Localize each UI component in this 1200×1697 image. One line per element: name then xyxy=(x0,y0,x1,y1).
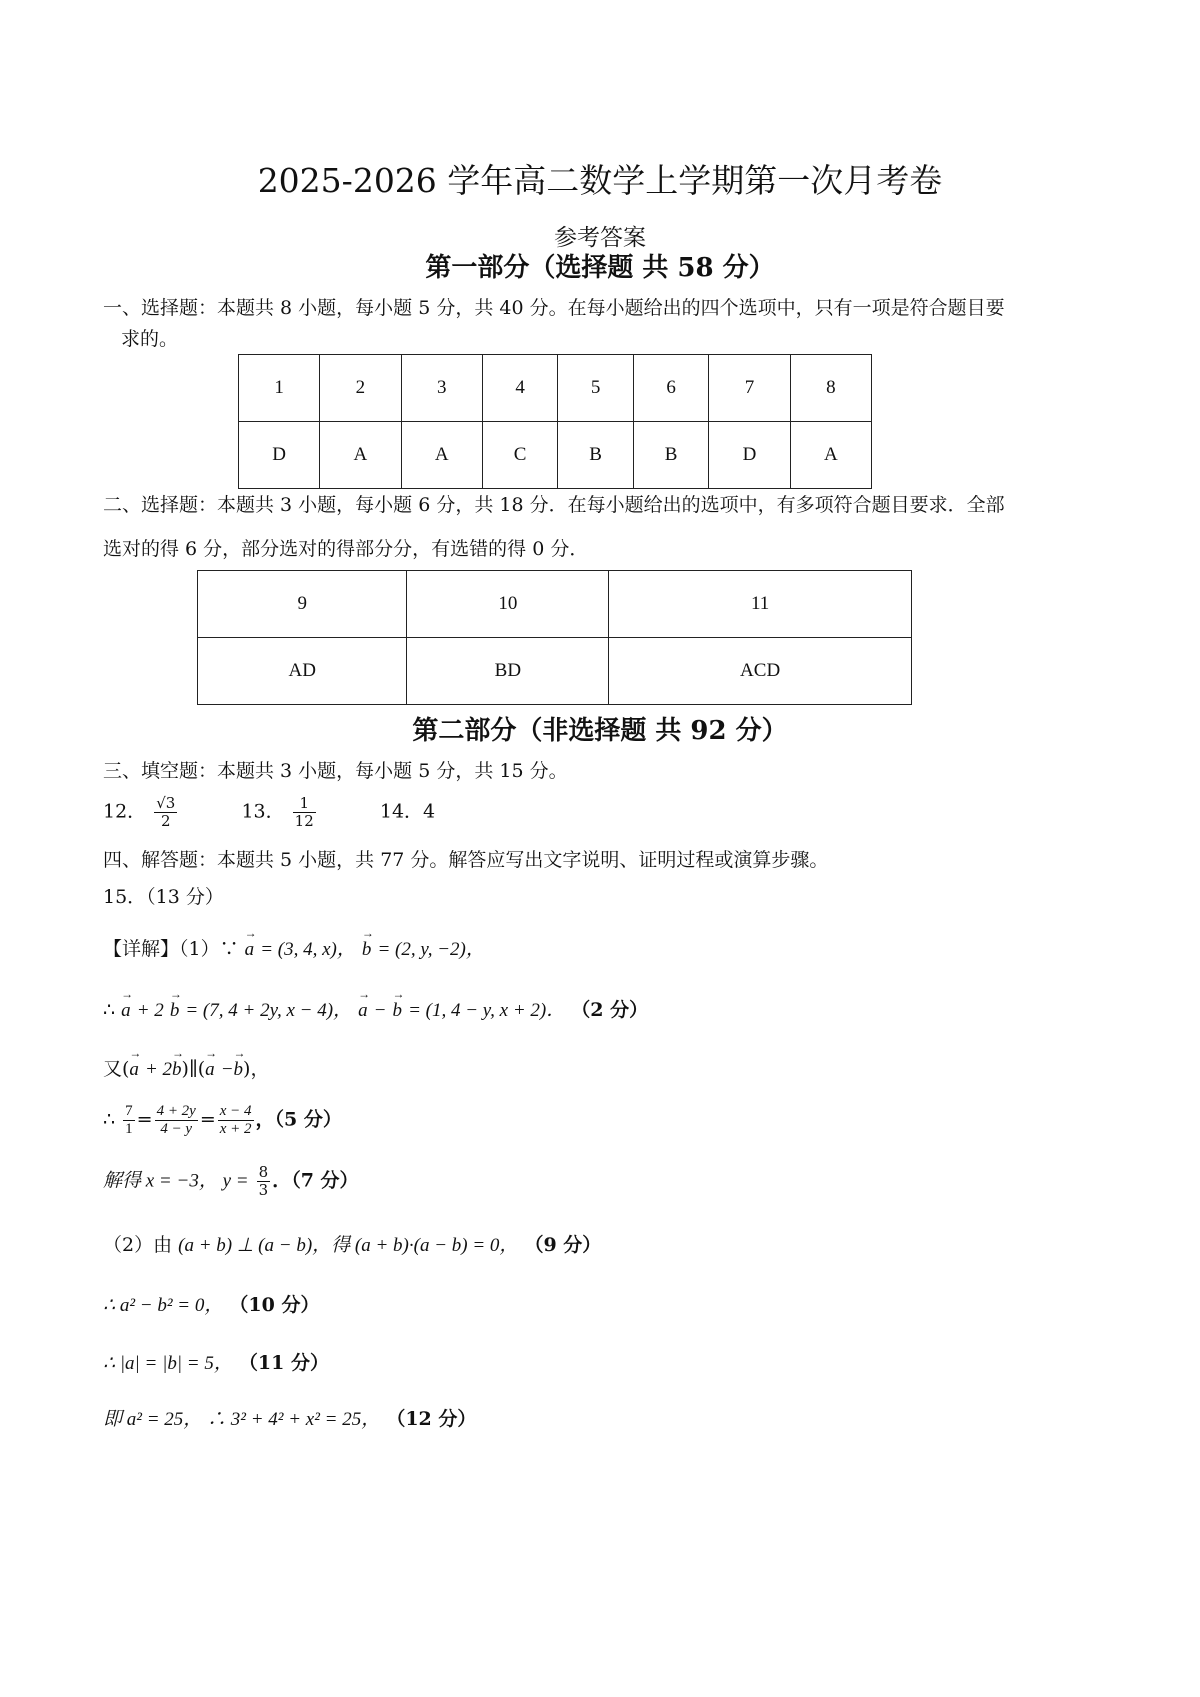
section2-instructions-line1: 二、选择题：本题共 3 小题，每小题 6 分，共 18 分．在每小题给出的选项中，有多项符合题目要求．全部 xyxy=(103,494,1005,516)
vector-a: → a xyxy=(245,939,255,961)
fraction: $\frac{8}{3}$ xyxy=(258,1163,269,1199)
table-cell: 3 xyxy=(401,355,482,422)
table-cell: A xyxy=(401,422,482,489)
q15-heading: 15．（13 分） xyxy=(103,886,224,908)
table-cell: 1 xyxy=(239,355,320,422)
table-cell: 4 xyxy=(482,355,558,422)
solution-step-9: 即 a² = 25， ∴ 3² + 4² + x² = 25， （12 分） xyxy=(103,1408,477,1430)
solution-step-2: ∴ → a + 2 → b = (7, 4 + 2y, x − 4)， → a − → b = (1, 4 − y, x + 2)． （2 分） xyxy=(103,995,648,1022)
answer-table-single-choice xyxy=(238,354,872,489)
solution-step-8: ∴ |a| = |b| = 5， （11 分） xyxy=(103,1352,329,1374)
table-cell: D xyxy=(239,422,320,489)
section3-instructions: 三、填空题：本题共 3 小题，每小题 5 分，共 15 分。 xyxy=(103,760,568,782)
q14-answer: 14．4 xyxy=(379,800,436,823)
table-cell: 11 xyxy=(609,571,912,638)
part2-heading: 第二部分（非选择题 共 92 分） xyxy=(412,716,788,746)
q12-label: 12． xyxy=(103,800,147,823)
points-label: ，（5 分） xyxy=(255,1108,342,1131)
points-label: （2 分） xyxy=(571,999,649,1021)
table-row-answers xyxy=(198,638,912,705)
fraction: $\frac{x - 4}{x + 2}$ xyxy=(219,1103,252,1137)
solution-step-7: ∴ a² − b² = 0， （10 分） xyxy=(103,1294,320,1316)
q12-fraction: $\frac{√3}{2}$ xyxy=(156,794,176,830)
points-label: （10 分） xyxy=(229,1294,320,1316)
q13-label: 13． xyxy=(241,800,285,823)
section2-instructions-line2: 选对的得 6 分，部分选对的得部分分，有选错的得 0 分． xyxy=(103,538,589,560)
solution-step-6: （2）由 (a + b) ⊥ (a − b)，得 (a + b)·(a − b) = 0， （9 分） xyxy=(103,1234,602,1256)
fraction: $\frac{7}{1}$ xyxy=(125,1103,133,1137)
table-cell: A xyxy=(320,422,401,489)
table-cell: AD xyxy=(198,638,407,705)
vector-b: → b xyxy=(362,939,372,961)
table-cell: B xyxy=(633,422,709,489)
table-cell: 2 xyxy=(320,355,401,422)
table-cell: B xyxy=(558,422,634,489)
table-cell: 6 xyxy=(633,355,709,422)
section4-instructions: 四、解答题：本题共 5 小题，共 77 分。解答应写出文字说明、证明过程或演算步骤。 xyxy=(103,849,829,871)
answer-table-multiple-choice xyxy=(197,570,912,705)
table-cell: 8 xyxy=(790,355,871,422)
table-cell: 9 xyxy=(198,571,407,638)
document-title: 2025-2026 学年高二数学上学期第一次月考卷 xyxy=(257,161,943,200)
table-row-answers xyxy=(239,422,872,489)
table-cell: C xyxy=(482,422,558,489)
q13-fraction: $\frac{1}{12}$ xyxy=(294,794,314,830)
points-label: ．（7 分） xyxy=(272,1169,359,1192)
table-cell: 10 xyxy=(407,571,609,638)
solution-step-5: 解得 x = −3， y = $\frac{8}{3}$ ．（7 分） xyxy=(103,1163,359,1199)
table-row-question-numbers xyxy=(198,571,912,638)
points-label: （11 分） xyxy=(238,1352,329,1374)
section1-instructions-line2: 求的。 xyxy=(121,328,179,350)
solution-step-3: 又(→ a + 2→ b)∥(→ a −→ b)， xyxy=(103,1054,269,1081)
table-cell: BD xyxy=(407,638,609,705)
table-row-question-numbers xyxy=(239,355,872,422)
table-cell: 7 xyxy=(709,355,790,422)
table-cell: 5 xyxy=(558,355,634,422)
solution-step-1: 【详解】（1）∵ → a = (3, 4, x)， → b = (2, y, −2)， xyxy=(103,934,485,961)
table-cell: A xyxy=(790,422,871,489)
points-label: （9 分） xyxy=(524,1234,602,1256)
fraction: $\frac{4 + 2y}{4 - y}$ xyxy=(156,1103,196,1137)
part1-heading: 第一部分（选择题 共 58 分） xyxy=(425,253,775,283)
solution-step-4: ∴ $\frac{7}{1}$ = $\frac{4 + 2y}{4 - y}$ = $\frac{x - 4}{x + 2}$ ，（5 分） xyxy=(103,1103,342,1137)
section1-instructions-line1: 一、选择题：本题共 8 小题，每小题 5 分，共 40 分。在每小题给出的四个选项中，只有一项是符合题目要 xyxy=(103,297,1005,319)
points-label: （12 分） xyxy=(386,1408,477,1430)
table-cell: D xyxy=(709,422,790,489)
fill-in-answers xyxy=(103,795,435,830)
document-subtitle: 参考答案 xyxy=(554,225,646,251)
table-cell: ACD xyxy=(609,638,912,705)
